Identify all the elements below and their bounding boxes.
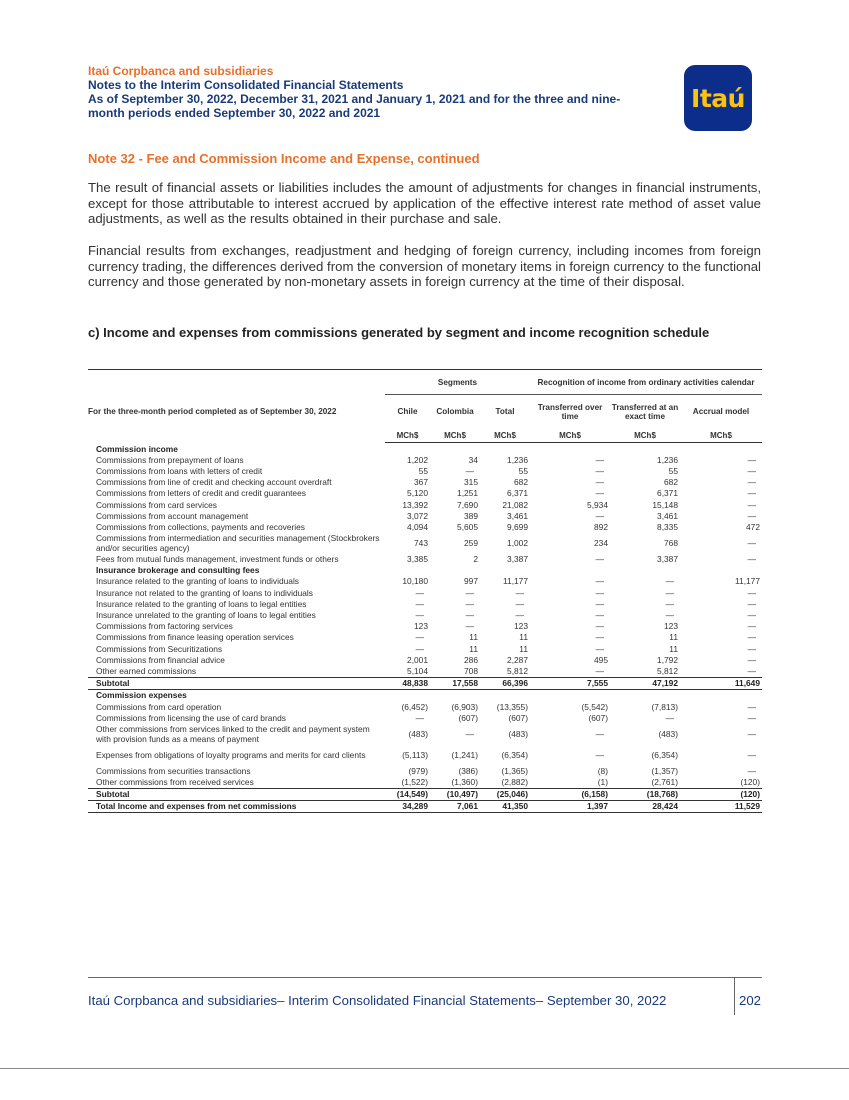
cell-value: — bbox=[665, 712, 674, 723]
row-label: Commissions from card services bbox=[96, 499, 217, 510]
unit-label: MCh$ bbox=[480, 429, 530, 443]
cell-value: (5,542) bbox=[581, 701, 608, 712]
cell-value: — bbox=[465, 728, 474, 739]
cell-value: — bbox=[747, 665, 756, 676]
cell-value: 5,605 bbox=[457, 521, 478, 532]
cell-value: — bbox=[465, 465, 474, 476]
cell-value: — bbox=[595, 665, 604, 676]
cell-value: — bbox=[515, 598, 524, 609]
cell-value: 9,699 bbox=[507, 521, 528, 532]
cell-value: 5,104 bbox=[407, 665, 428, 676]
cell-value: — bbox=[747, 728, 756, 739]
cell-value: — bbox=[747, 712, 756, 723]
cell-value: 11 bbox=[469, 632, 478, 643]
expense-section-header-label: Commission expenses bbox=[96, 690, 187, 701]
cell-value: 259 bbox=[464, 538, 478, 548]
footer-divider bbox=[88, 977, 762, 978]
cell-value: — bbox=[415, 632, 424, 643]
row-label: Commissions from loans with letters of credit bbox=[96, 465, 263, 476]
segments-group-header: Segments bbox=[385, 370, 530, 395]
cell-value: — bbox=[595, 554, 604, 565]
cell-value: — bbox=[747, 749, 756, 760]
cell-value: (1,357) bbox=[651, 765, 678, 776]
cell-value: — bbox=[747, 477, 756, 488]
cell-value: (607) bbox=[458, 712, 478, 723]
cell-value: (607) bbox=[508, 712, 528, 723]
cell-value: 66,396 bbox=[480, 677, 530, 689]
cell-value: (8) bbox=[597, 765, 608, 776]
cell-value: — bbox=[595, 610, 604, 621]
cell-value: 1,251 bbox=[457, 488, 478, 499]
cell-value: 3,461 bbox=[657, 510, 678, 521]
cell-value: 1,202 bbox=[407, 454, 428, 465]
header-line-3: month periods ended September 30, 2022 and 2021 bbox=[88, 106, 381, 120]
table-row bbox=[88, 712, 762, 723]
cell-value: 55 bbox=[518, 465, 528, 476]
cell-value: 682 bbox=[514, 477, 528, 488]
section-title: c) Income and expenses from commissions generated by segment and income recognition schedule bbox=[88, 325, 710, 340]
cell-value: (18,768) bbox=[610, 788, 680, 800]
cell-value: 7,690 bbox=[457, 499, 478, 510]
cell-value: 48,838 bbox=[385, 677, 430, 689]
cell-value: (483) bbox=[658, 728, 678, 739]
cell-value: (1,522) bbox=[401, 777, 428, 788]
cell-value: — bbox=[595, 598, 604, 609]
cell-value: — bbox=[515, 610, 524, 621]
cell-value: — bbox=[747, 465, 756, 476]
cell-value: — bbox=[595, 477, 604, 488]
cell-value: (979) bbox=[408, 765, 428, 776]
insurance-section-header-label: Insurance brokerage and consulting fees bbox=[96, 565, 260, 576]
cell-value: 47,192 bbox=[610, 677, 680, 689]
cell-value: 123 bbox=[664, 621, 678, 632]
table-row bbox=[88, 521, 762, 532]
cell-value: (120) bbox=[740, 777, 760, 788]
cell-value: (483) bbox=[508, 728, 528, 739]
col-accrual: Accrual model bbox=[692, 407, 750, 417]
row-label: Commissions from intermediation and securities management (Stockbrokers and/or securities agency) bbox=[96, 533, 380, 553]
cell-value: (25,046) bbox=[480, 788, 530, 800]
expense-subtotal-row bbox=[88, 788, 762, 800]
cell-value: — bbox=[665, 598, 674, 609]
row-label: Commissions from financial advice bbox=[96, 654, 225, 665]
table-row bbox=[88, 510, 762, 521]
col-chile: Chile bbox=[397, 407, 418, 417]
cell-value: 11,649 bbox=[680, 677, 762, 689]
cell-value: 34,289 bbox=[385, 800, 430, 812]
row-label: Commissions from factoring services bbox=[96, 621, 233, 632]
cell-value: (1,360) bbox=[451, 777, 478, 788]
income-section-header-label: Commission income bbox=[96, 443, 178, 454]
row-label: Subtotal bbox=[88, 788, 385, 800]
cell-value: — bbox=[747, 454, 756, 465]
row-label: Commissions from card operation bbox=[96, 701, 222, 712]
cell-value: 41,350 bbox=[480, 800, 530, 812]
cell-value: — bbox=[747, 587, 756, 598]
paragraph-1: The result of financial assets or liabilities includes the amount of adjustments for changes in financial instruments, except for those attributable to interest accrued by application of the effective interest rate method of asset value adjustments, as well as the results obtained in their purchase and sale. bbox=[88, 180, 761, 226]
cell-value: 708 bbox=[464, 665, 478, 676]
cell-value: 5,120 bbox=[407, 488, 428, 499]
cell-value: 2,001 bbox=[407, 654, 428, 665]
unit-label: MCh$ bbox=[530, 429, 610, 443]
expense-section-header bbox=[88, 689, 762, 701]
company-name: Itaú Corpbanca and subsidiaries bbox=[88, 64, 274, 78]
cell-value: 1,236 bbox=[507, 454, 528, 465]
cell-value: — bbox=[515, 587, 524, 598]
row-label: Insurance related to the granting of loans to individuals bbox=[96, 576, 299, 587]
unit-label: MCh$ bbox=[680, 429, 762, 443]
cell-value: — bbox=[665, 576, 674, 587]
cell-value: 8,335 bbox=[657, 521, 678, 532]
cell-value: (2,761) bbox=[651, 777, 678, 788]
cell-value: 5,812 bbox=[657, 665, 678, 676]
table-row bbox=[88, 621, 762, 632]
cell-value: 11 bbox=[669, 632, 678, 643]
table-row bbox=[88, 477, 762, 488]
cell-value: — bbox=[465, 587, 474, 598]
table-row bbox=[88, 533, 762, 554]
cell-value: 495 bbox=[594, 654, 608, 665]
cell-value: (7,813) bbox=[651, 701, 678, 712]
cell-value: 1,236 bbox=[657, 454, 678, 465]
cell-value: — bbox=[595, 621, 604, 632]
table-row bbox=[88, 554, 762, 565]
cell-value: — bbox=[465, 610, 474, 621]
cell-value: (10,497) bbox=[430, 788, 480, 800]
cell-value: — bbox=[747, 610, 756, 621]
table-row bbox=[88, 632, 762, 643]
col-over-time: Transferred over time bbox=[537, 402, 603, 421]
cell-value: 11 bbox=[519, 632, 528, 643]
header-line-1: Notes to the Interim Consolidated Financial Statements bbox=[88, 78, 404, 92]
cell-value: — bbox=[595, 465, 604, 476]
cell-value: 997 bbox=[464, 576, 478, 587]
cell-value: 6,371 bbox=[507, 488, 528, 499]
cell-value: — bbox=[747, 621, 756, 632]
cell-value: 11 bbox=[469, 643, 478, 654]
period-label: For the three-month period completed as of September 30, 2022 bbox=[88, 407, 337, 416]
row-label: Insurance not related to the granting of loans to individuals bbox=[96, 587, 313, 598]
grand-total-row bbox=[88, 800, 762, 812]
itau-logo bbox=[684, 65, 752, 131]
cell-value: — bbox=[595, 643, 604, 654]
cell-value: (1,241) bbox=[451, 749, 478, 760]
unit-label: MCh$ bbox=[430, 429, 480, 443]
row-label: Commissions from collections, payments and recoveries bbox=[96, 521, 305, 532]
cell-value: — bbox=[595, 454, 604, 465]
cell-value: (1) bbox=[597, 777, 608, 788]
cell-value: — bbox=[415, 587, 424, 598]
cell-value: 3,385 bbox=[407, 554, 428, 565]
row-label: Commissions from licensing the use of card brands bbox=[96, 712, 286, 723]
cell-value: 11 bbox=[519, 643, 528, 654]
cell-value: (13,355) bbox=[496, 701, 528, 712]
note-title: Note 32 - Fee and Commission Income and Expense, continued bbox=[88, 151, 480, 166]
paragraph-2: Financial results from exchanges, readjustment and hedging of foreign currency, including incomes from foreign currency trading, the differences derived from the conversion of monetary items in foreign currency to the functional currency and those generated by non-monetary assets in foreign currency at the time of their disposal. bbox=[88, 243, 761, 289]
cell-value: 3,461 bbox=[507, 510, 528, 521]
footer-text: Itaú Corpbanca and subsidiaries– Interim Consolidated Financial Statements– September 30, 2022 bbox=[88, 993, 667, 1008]
row-label: Total Income and expenses from net commissions bbox=[88, 800, 385, 812]
table-row bbox=[88, 609, 762, 620]
income-section-header bbox=[88, 443, 762, 455]
cell-value: 1,792 bbox=[657, 654, 678, 665]
cell-value: — bbox=[595, 632, 604, 643]
row-label: Commissions from account management bbox=[96, 510, 249, 521]
cell-value: 15,148 bbox=[652, 499, 678, 510]
cell-value: 34 bbox=[468, 454, 478, 465]
cell-value: 1,002 bbox=[507, 538, 528, 548]
cell-value: 21,082 bbox=[502, 499, 528, 510]
table-row bbox=[88, 765, 762, 776]
row-label: Other commissions from services linked to the credit and payment system with provision funds as a means of payment bbox=[96, 723, 370, 744]
document-header bbox=[88, 64, 668, 120]
cell-value: — bbox=[747, 554, 756, 565]
cell-value: — bbox=[747, 499, 756, 510]
cell-value: — bbox=[595, 587, 604, 598]
cell-value: 3,387 bbox=[507, 554, 528, 565]
cell-value: 28,424 bbox=[610, 800, 680, 812]
table-row bbox=[88, 576, 762, 587]
cell-value: 11,177 bbox=[503, 576, 528, 587]
table-row bbox=[88, 454, 762, 465]
cell-value: 892 bbox=[594, 521, 608, 532]
row-label: Commissions from letters of credit and credit guarantees bbox=[96, 488, 306, 499]
cell-value: — bbox=[665, 587, 674, 598]
cell-value: — bbox=[595, 510, 604, 521]
cell-value: — bbox=[465, 621, 474, 632]
table-row bbox=[88, 777, 762, 789]
cell-value: — bbox=[595, 576, 604, 587]
cell-value: — bbox=[665, 610, 674, 621]
cell-value: 123 bbox=[414, 621, 428, 632]
cell-value: (6,452) bbox=[401, 701, 428, 712]
table-row bbox=[88, 723, 762, 744]
header-line-2: As of September 30, 2022, December 31, 2021 and January 1, 2021 and for the three and nine- bbox=[88, 92, 621, 106]
cell-value: 1,397 bbox=[530, 800, 610, 812]
cell-value: 123 bbox=[514, 621, 528, 632]
cell-value: 7,061 bbox=[430, 800, 480, 812]
unit-label: MCh$ bbox=[610, 429, 680, 443]
cell-value: — bbox=[415, 610, 424, 621]
cell-value: 55 bbox=[418, 465, 428, 476]
table-row bbox=[88, 654, 762, 665]
table-row bbox=[88, 488, 762, 499]
cell-value: — bbox=[747, 538, 756, 548]
cell-value: — bbox=[747, 701, 756, 712]
cell-value: 6,371 bbox=[657, 488, 678, 499]
cell-value: — bbox=[747, 488, 756, 499]
table-row bbox=[88, 587, 762, 598]
cell-value: 3,387 bbox=[657, 554, 678, 565]
row-label: Commissions from finance leasing operation services bbox=[96, 632, 294, 643]
recognition-group-header: Recognition of income from ordinary activities calendar bbox=[530, 370, 762, 395]
cell-value: 286 bbox=[464, 654, 478, 665]
row-label: Subtotal bbox=[88, 677, 385, 689]
cell-value: — bbox=[747, 632, 756, 643]
page-bottom-rule bbox=[0, 1068, 849, 1069]
cell-value: — bbox=[415, 643, 424, 654]
row-label: Insurance unrelated to the granting of loans to legal entities bbox=[96, 610, 316, 621]
cell-value: 11,177 bbox=[735, 576, 760, 587]
row-label: Commissions from prepayment of loans bbox=[96, 454, 244, 465]
income-subtotal-row bbox=[88, 677, 762, 689]
cell-value: (6,158) bbox=[530, 788, 610, 800]
page-number: 202 bbox=[739, 993, 762, 1008]
cell-value: — bbox=[595, 488, 604, 499]
cell-value: — bbox=[747, 765, 756, 776]
cell-value: 743 bbox=[414, 538, 428, 548]
cell-value: (14,549) bbox=[385, 788, 430, 800]
row-label: Commissions from Securitizations bbox=[96, 643, 223, 654]
cell-value: (6,354) bbox=[651, 749, 678, 760]
cell-value: (483) bbox=[408, 728, 428, 739]
col-total: Total bbox=[495, 407, 515, 417]
table-row bbox=[88, 598, 762, 609]
cell-value: — bbox=[747, 598, 756, 609]
row-label: Commissions from securities transactions bbox=[96, 765, 251, 776]
cell-value: 11 bbox=[669, 643, 678, 654]
cell-value: (1,365) bbox=[501, 765, 528, 776]
cell-value: — bbox=[747, 643, 756, 654]
cell-value: 367 bbox=[414, 477, 428, 488]
table-row bbox=[88, 499, 762, 510]
col-exact-time: Transferred at an exact time bbox=[611, 402, 679, 421]
cell-value: (5,113) bbox=[402, 749, 428, 760]
cell-value: 2 bbox=[473, 554, 478, 565]
unit-label: MCh$ bbox=[385, 429, 430, 443]
cell-value: 389 bbox=[464, 510, 478, 521]
row-label: Commissions from line of credit and checking account overdraft bbox=[96, 477, 332, 488]
commissions-table bbox=[88, 369, 762, 813]
table-row bbox=[88, 665, 762, 677]
cell-value: — bbox=[415, 598, 424, 609]
table-row bbox=[88, 643, 762, 654]
row-label: Other commissions from received services bbox=[96, 777, 254, 788]
cell-value: 55 bbox=[668, 465, 678, 476]
cell-value: (607) bbox=[588, 712, 608, 723]
row-label: Fees from mutual funds management, investment funds or others bbox=[96, 554, 339, 565]
cell-value: — bbox=[465, 598, 474, 609]
cell-value: 5,934 bbox=[587, 499, 608, 510]
cell-value: 5,812 bbox=[507, 665, 528, 676]
table-body bbox=[88, 443, 762, 813]
cell-value: (386) bbox=[458, 765, 478, 776]
cell-value: 315 bbox=[464, 477, 478, 488]
cell-value: (6,903) bbox=[451, 701, 478, 712]
table-row bbox=[88, 465, 762, 476]
cell-value: — bbox=[415, 712, 424, 723]
cell-value: 17,558 bbox=[430, 677, 480, 689]
row-label: Other earned commissions bbox=[96, 665, 197, 676]
cell-value: 472 bbox=[746, 521, 760, 532]
cell-value: 234 bbox=[594, 538, 608, 548]
cell-value: — bbox=[747, 510, 756, 521]
cell-value: (6,354) bbox=[501, 749, 528, 760]
cell-value: 11,529 bbox=[680, 800, 762, 812]
logo-text: Itaú bbox=[691, 83, 745, 113]
row-label: Insurance related to the granting of loans to legal entities bbox=[96, 598, 307, 609]
cell-value: 13,392 bbox=[402, 499, 428, 510]
table-row bbox=[88, 744, 762, 765]
cell-value: 10,180 bbox=[402, 576, 428, 587]
insurance-section-header bbox=[88, 565, 762, 576]
cell-value: (2,882) bbox=[501, 777, 528, 788]
cell-value: 3,072 bbox=[407, 510, 428, 521]
table-row bbox=[88, 701, 762, 712]
cell-value: (120) bbox=[680, 788, 762, 800]
cell-value: 7,555 bbox=[530, 677, 610, 689]
col-colombia: Colombia bbox=[436, 407, 474, 417]
cell-value: 4,094 bbox=[407, 521, 428, 532]
cell-value: 768 bbox=[664, 538, 678, 548]
cell-value: 2,287 bbox=[507, 654, 528, 665]
cell-value: 682 bbox=[664, 477, 678, 488]
row-label: Expenses from obligations of loyalty programs and merits for card clients bbox=[96, 749, 366, 760]
footer-vertical-divider bbox=[734, 977, 735, 1015]
cell-value: — bbox=[595, 728, 604, 739]
cell-value: — bbox=[595, 749, 604, 760]
cell-value: — bbox=[747, 654, 756, 665]
